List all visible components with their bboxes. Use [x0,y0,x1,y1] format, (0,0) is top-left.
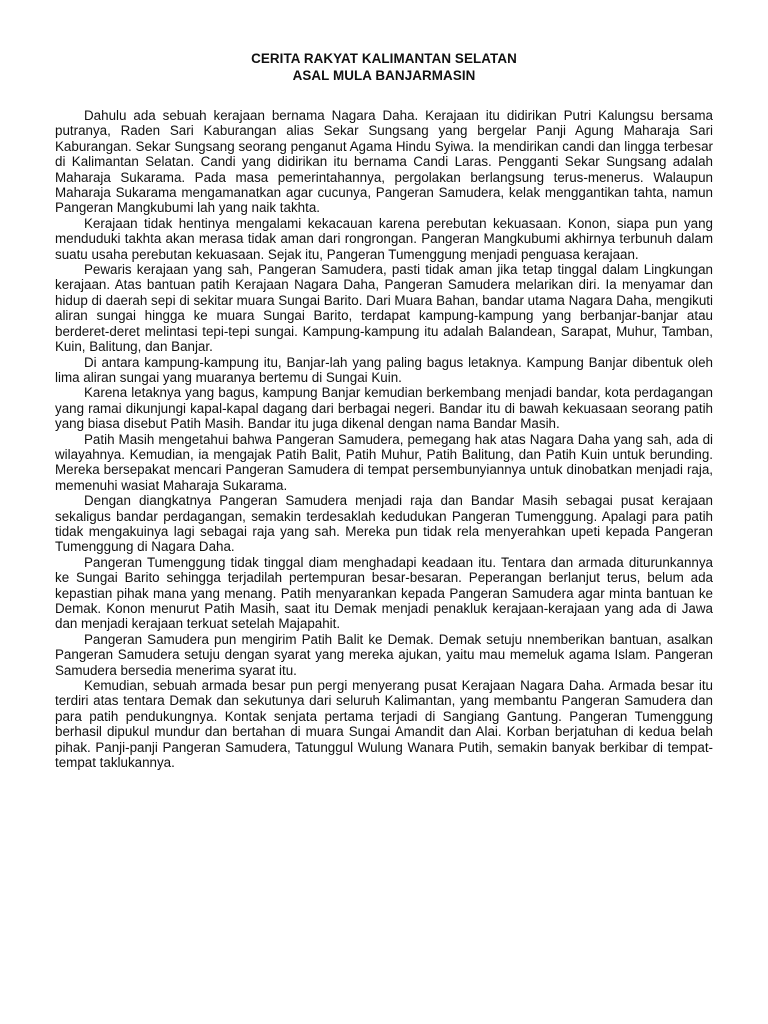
paragraph-7: Dengan diangkatnya Pangeran Samudera menjadi raja dan Bandar Masih sebagai pusat kerajaan sekaligus bandar perdagangan, semakin terdesaklah kedudukan Pangeran Tumenggung. Apalagi para patih tidak mengakuinya lagi sebagai raja yang sah. Mereka pun tidak rela menyerahkan upeti kepada Pangeran Tumenggung di Nagara Daha. [55,493,713,555]
title-line-2: ASAL MULA BANJARMASIN [292,68,476,83]
paragraph-10: Kemudian, sebuah armada besar pun pergi menyerang pusat Kerajaan Nagara Daha. Armada besar itu terdiri atas tentara Demak dan sekutunya dari seluruh Kalimantan, yang membantu Pangeran Samudera dan para patih pendukungnya. Kontak senjata pertama terjadi di Sangiang Gantung. Pangeran Tumenggung berhasil dipukul mundur dan bertahan di muara Sungai Amandit dan Alai. Korban berjatuhan di kedua belah pihak. Panji-panji Pangeran Samudera, Tatunggul Wulung Wanara Putih, semakin banyak berkibar di tempat-tempat taklukannya. [55,678,713,771]
story-body [55,108,713,770]
paragraph-6: Patih Masih mengetahui bahwa Pangeran Samudera, pemegang hak atas Nagara Daha yang sah, ada di wilayahnya. Kemudian, ia mengajak Patih Balit, Patih Muhur, Patih Balitung, dan Patih Kuin untuk berunding. Mereka bersepakat mencari Pangeran Samudera di tempat persembunyiannya untuk dinobatkan menjadi raja, memenuhi wasiat Maharaja Sukarama. [55,431,713,493]
document-title [0,50,768,84]
paragraph-3: Pewaris kerajaan yang sah, Pangeran Samudera, pasti tidak aman jika tetap tinggal dalam Lingkungan kerajaan. Atas bantuan patih Kerajaan Nagara Daha, Pangeran Samudera melarikan diri. Ia menyamar dan hidup di daerah sepi di sekitar muara Sungai Barito. Dari Muara Bahan, bandar utama Nagara Daha, mengikuti aliran sungai hingga ke muara Sungai Barito, terdapat kampung-kampung yang berbanjar-banjar atau berderet-deret melintasi tepi-tepi sungai. Kampung-kampung itu adalah Balandean, Sarapat, Muhur, Tamban, Kuin, Balitung, dan Banjar. [55,262,714,355]
title-line-1: CERITA RAKYAT KALIMANTAN SELATAN [251,51,517,66]
paragraph-9: Pangeran Samudera pun mengirim Patih Balit ke Demak. Demak setuju nnemberikan bantuan, asalkan Pangeran Samudera setuju dengan syarat yang mereka ajukan, yaitu mau memeluk agama Islam. Pangeran Samudera bersedia menerima syarat itu. [55,631,713,678]
paragraph-2: Kerajaan tidak hentinya mengalami kekacauan karena perebutan kekuasaan. Konon, siapa pun yang menduduki takhta akan merasa tidak aman dari rongrongan. Pangeran Mangkubumi akhirnya terbunuh dalam suatu usaha perebutan kekuasaan. Sejak itu, Pangeran Tumenggung menjadi penguasa kerajaan. [55,215,713,262]
paragraph-8: Pangeran Tumenggung tidak tinggal diam menghadapi keadaan itu. Tentara dan armada diturunkannya ke Sungai Barito sehingga terjadilah pertempuran besar-besaran. Peperangan berlanjut terus, belum ada kepastian pihak mana yang menang. Patih menyarankan kepada Pangeran Samudera agar minta bantuan ke Demak. Konon menurut Patih Masih, saat itu Demak menjadi penakluk kerajaan-kerajaan yang ada di Jawa dan menjadi kerajaan terkuat setelah Majapahit. [55,554,713,632]
paragraph-5: Karena letaknya yang bagus, kampung Banjar kemudian berkembang menjadi bandar, kota perdagangan yang ramai dikunjungi kapal-kapal dagang dari berbagai negeri. Bandar itu di bawah kekuasaan seorang patih yang biasa disebut Patih Masih. Bandar itu juga dikenal dengan nama Bandar Masih. [55,385,713,432]
paragraph-1: Dahulu ada sebuah kerajaan bernama Nagara Daha. Kerajaan itu didirikan Putri Kalungsu bersama putranya, Raden Sari Kaburangan alias Sekar Sungsang yang bergelar Panji Agung Maharaja Sari Kaburangan. Sekar Sungsang seorang penganut Agama Hindu Syiwa. Ia mendirikan candi dan lingga terbesar di Kalimantan Selatan. Candi yang didirikan itu bernama Candi Laras. Pengganti Sekar Sungsang adalah Maharaja Sukarama. Pada masa pemerintahannya, pergolakan berlangsung terus-menerus. Walaupun Maharaja Sukarama mengamanatkan agar cucunya, Pangeran Samudera, kelak menggantikan tahta, namun Pangeran Mangkubumi lah yang naik takhta. [55,108,713,216]
paragraph-4: Di antara kampung-kampung itu, Banjar-lah yang paling bagus letaknya. Kampung Banjar dibentuk oleh lima aliran sungai yang muaranya bertemu di Sungai Kuin. [55,354,713,385]
